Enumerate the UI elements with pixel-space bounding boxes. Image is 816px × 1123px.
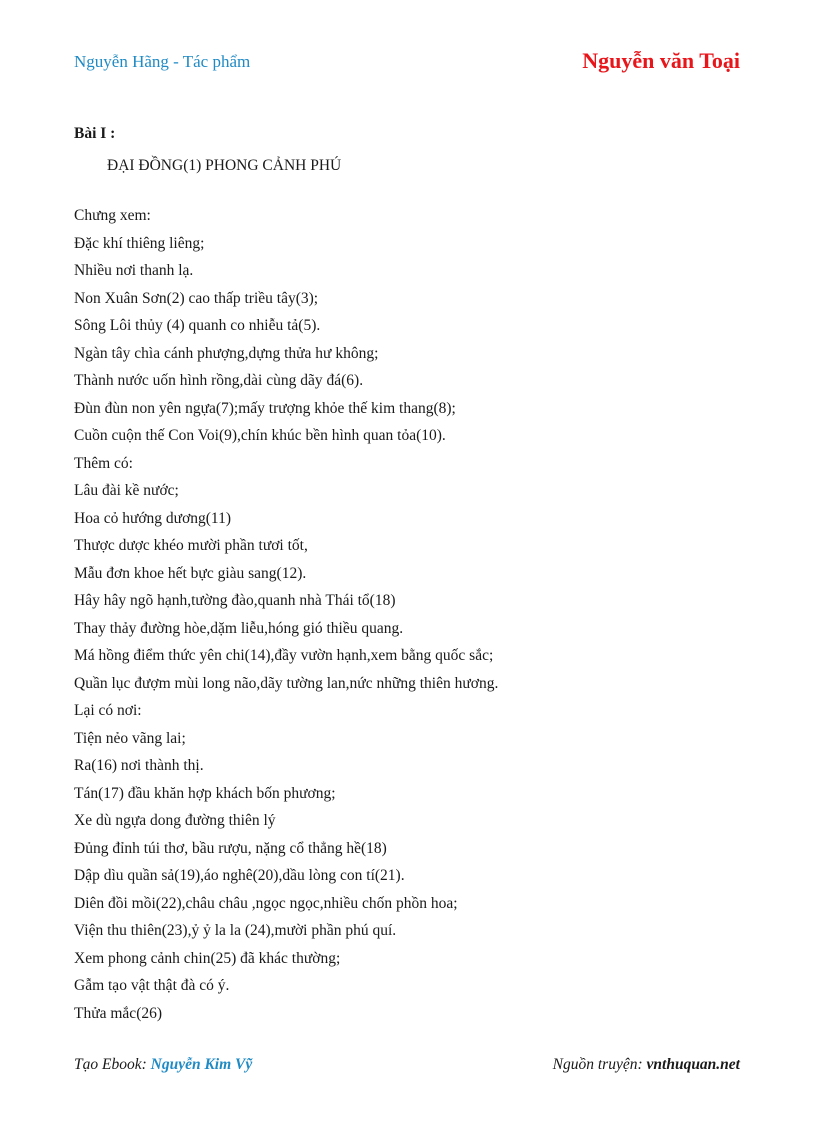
poem-line: Dập dìu quần sả(19),áo nghê(20),dầu lòng con tí(21).	[74, 867, 405, 884]
poem-title: ĐẠI ĐỒNG(1) PHONG CẢNH PHÚ	[107, 157, 342, 174]
poem-line: Thêm có:	[74, 454, 133, 472]
footer-source-separator: :	[637, 1056, 647, 1073]
poem-line: Xem phong cảnh chin(25) đã khác thường;	[74, 949, 341, 967]
footer-source-label: Nguồn truyện	[552, 1056, 638, 1073]
poem-line: Hây hây ngõ hạnh,tường đào,quanh nhà Thái tổ(18)	[74, 592, 396, 609]
header-author: Nguyễn văn Toại	[582, 48, 740, 73]
poem-line: Lâu đài kề nước;	[74, 482, 179, 499]
poem-line: Ngàn tây chìa cánh phượng,dựng thửa hư không;	[74, 344, 379, 362]
poem-line: Gẫm tạo vật thật đà có ý.	[74, 977, 230, 994]
poem-line: Sông Lôi thủy (4) quanh co nhiễu tả(5).	[74, 317, 321, 334]
footer-source-site: vnthuquan.net	[646, 1056, 740, 1073]
poem-line: Đủng đỉnh túi thơ, bầu rượu, nặng cổ thẳng hề(18)	[74, 839, 387, 857]
poem-line: Thành nước uốn hình rồng,dài cùng dãy đá(6).	[74, 372, 364, 389]
poem-line: Quần lục đượm mùi long não,dãy tường lan,nức những thiên hương.	[74, 674, 499, 692]
poem-line: Diên đồi mồi(22),châu châu ,ngọc ngọc,nhiều chốn phồn hoa;	[74, 894, 458, 912]
poem-line: Chưng xem:	[74, 207, 151, 224]
poem-line: Hoa cỏ hướng dương(11)	[74, 509, 232, 527]
poem-line: Đùn đùn non yên ngựa(7);mấy trượng khỏe thế kim thang(8);	[74, 399, 456, 417]
chapter-heading: Bài I :	[74, 125, 116, 142]
poem-line: Ra(16) nơi thành thị.	[74, 757, 204, 774]
footer-ebook-name: Nguyễn Kim Vỹ	[150, 1056, 253, 1073]
poem-line: Lại có nơi:	[74, 702, 142, 719]
poem-line: Viện thu thiên(23),ỷ ỷ la la (24),mười phần phú quí.	[74, 922, 397, 939]
poem-line: Đặc khí thiêng liêng;	[74, 234, 205, 252]
poem-line: Thược dược khéo mười phần tươi tốt,	[74, 537, 308, 554]
footer-ebook-separator: :	[141, 1056, 151, 1073]
poem-line: Xe dù ngựa dong đường thiên lý	[74, 812, 276, 829]
poem-line: Mẫu đơn khoe hết bực giàu sang(12).	[74, 564, 307, 582]
poem-text	[74, 202, 498, 1027]
footer-source	[553, 1056, 740, 1074]
poem-line: Tiện nẻo vãng lai;	[74, 729, 186, 747]
poem-line: Nhiều nơi thanh lạ.	[74, 262, 194, 279]
header-book-title: Nguyễn Hãng - Tác phẩm	[74, 52, 251, 71]
footer-ebook-label: Tạo Ebook	[74, 1056, 142, 1073]
poem-line: Thửa mắc(26)	[74, 1004, 163, 1022]
document-body	[74, 124, 498, 1027]
poem-line: Thay thảy đường hòe,dặm liễu,hóng gió thiều quang.	[74, 619, 404, 637]
poem-line: Tán(17) đầu khăn hợp khách bốn phương;	[74, 784, 336, 802]
poem-line: Má hồng điểm thức yên chi(14),đầy vườn hạnh,xem bằng quốc sắc;	[74, 647, 494, 664]
footer-ebook-credit	[74, 1056, 252, 1074]
poem-line: Non Xuân Sơn(2) cao thấp triều tây(3);	[74, 289, 319, 307]
poem-line: Cuồn cuộn thế Con Voi(9),chín khúc bền hình quan tỏa(10).	[74, 427, 446, 444]
